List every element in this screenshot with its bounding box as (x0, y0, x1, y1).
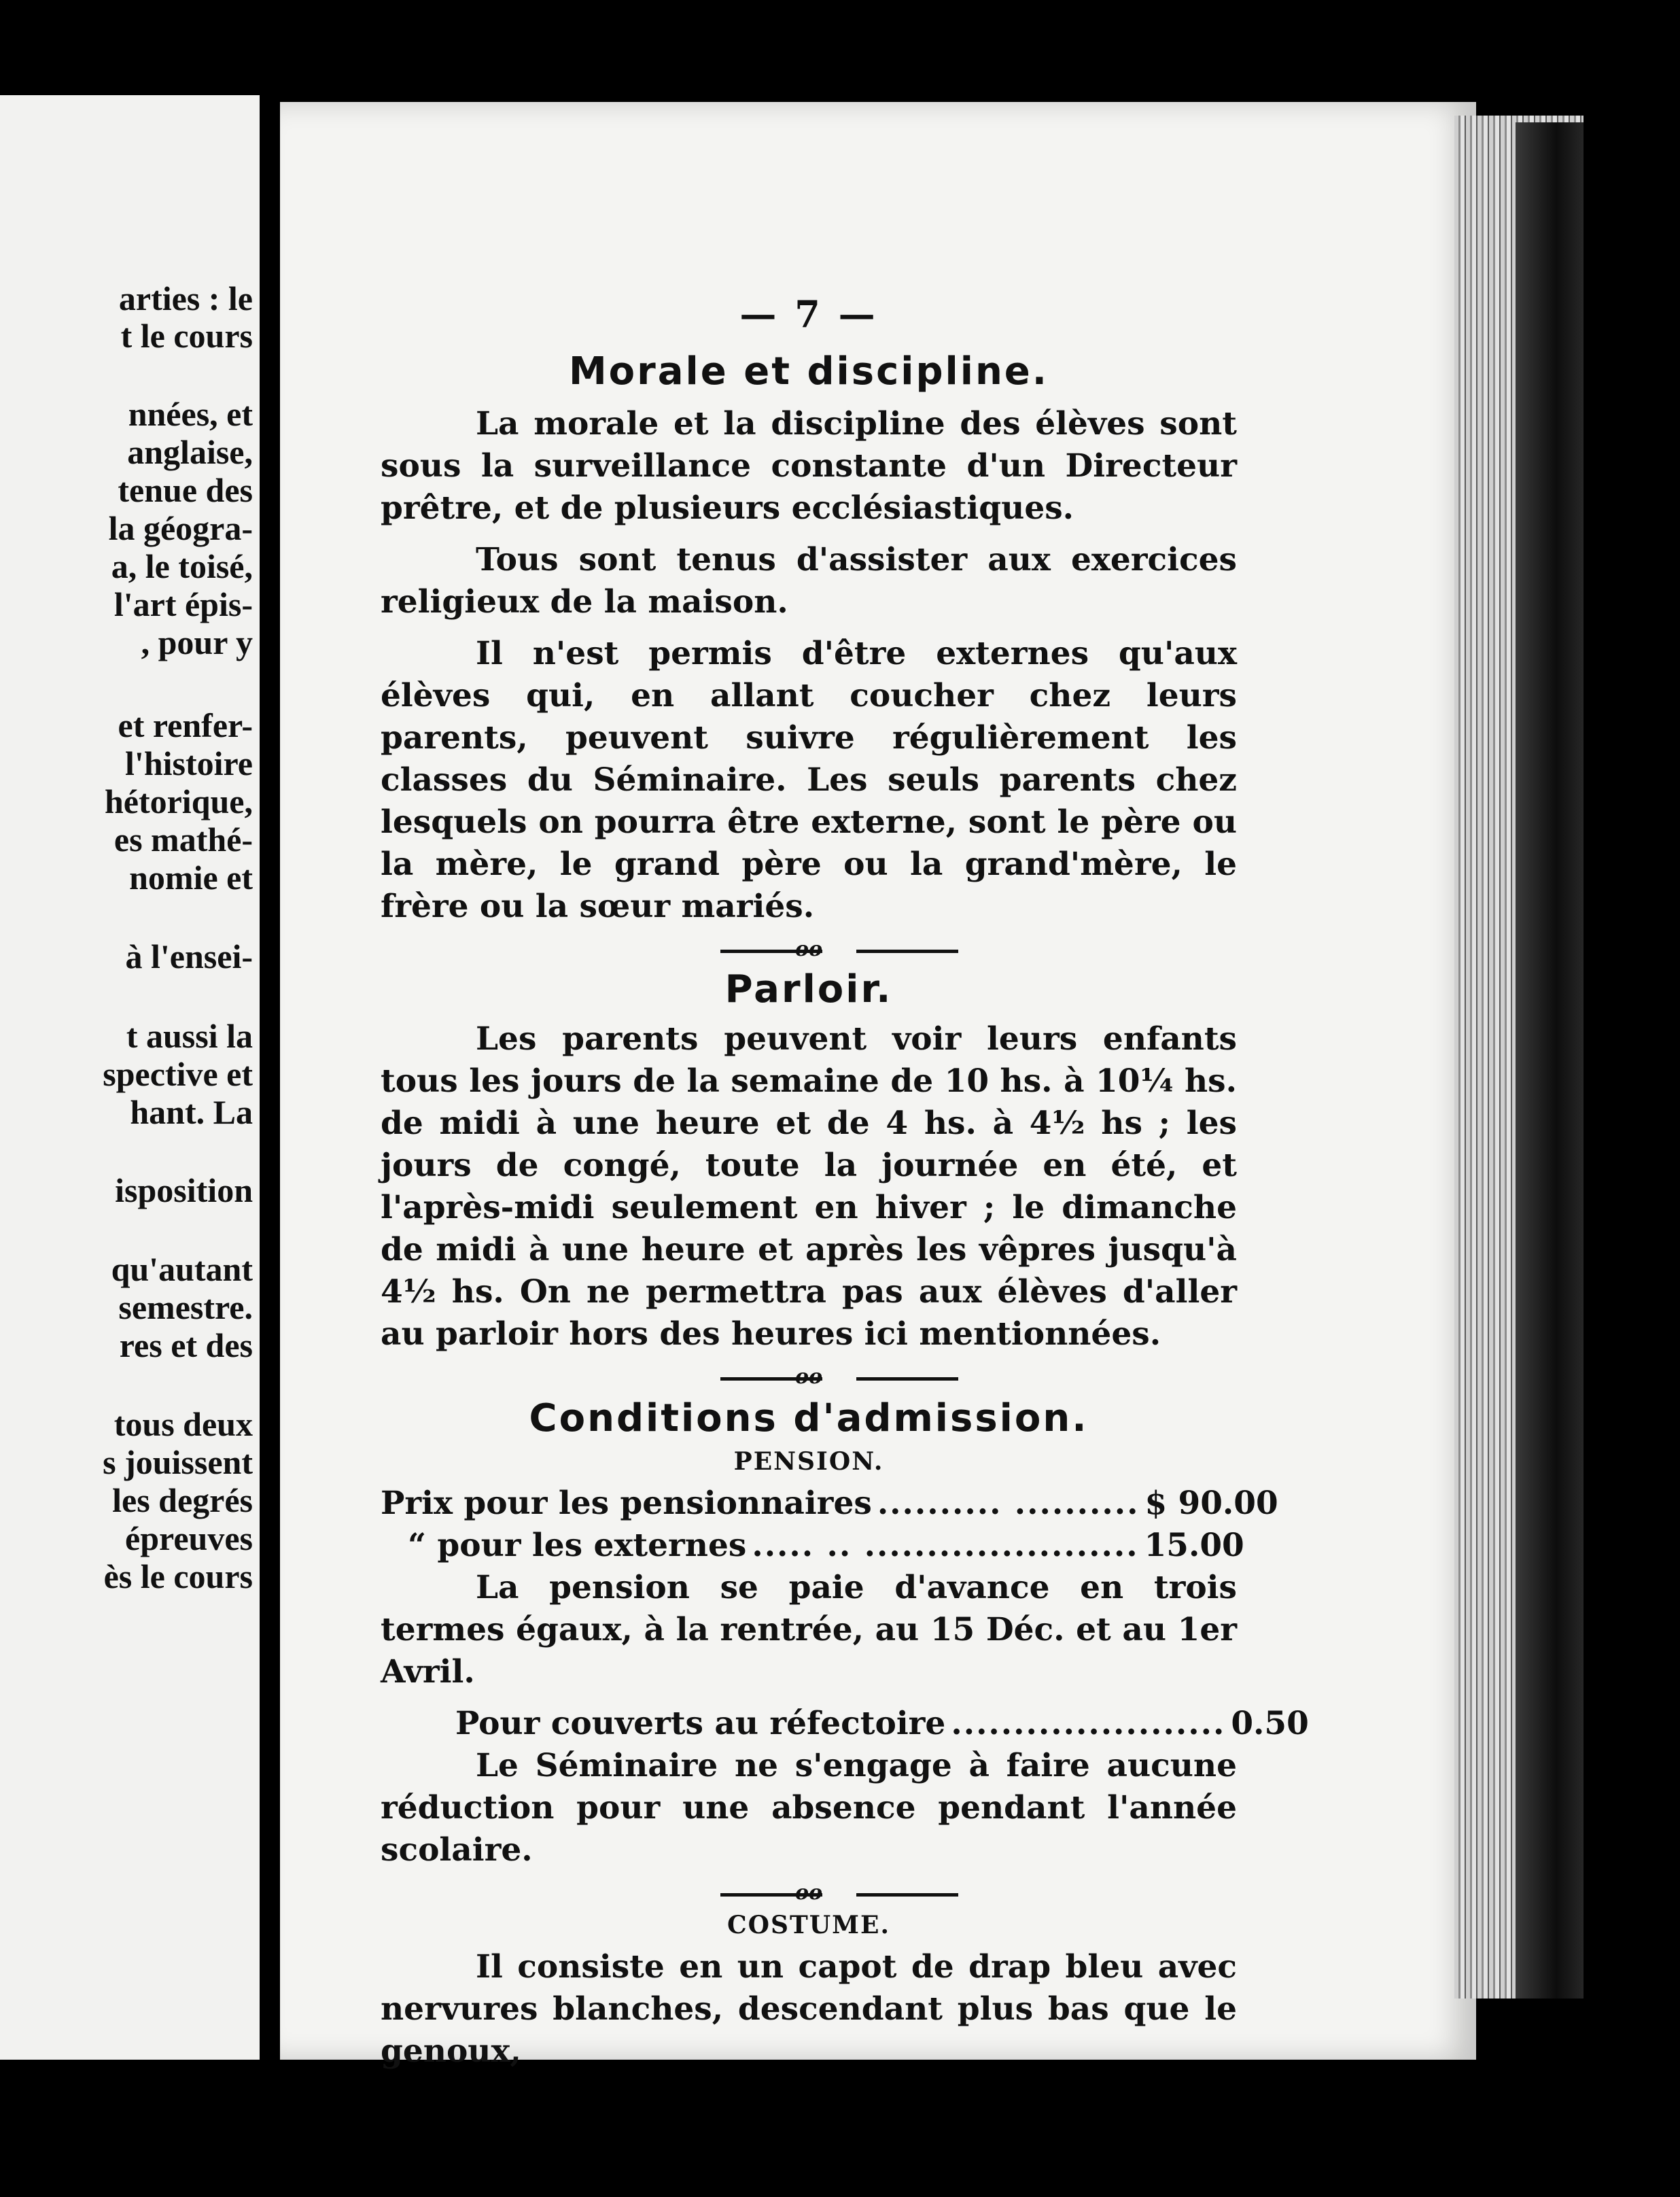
price-leader-dots: ...................... (951, 1705, 1226, 1742)
left-page-line: anglaise, (127, 433, 253, 471)
price-label: “ pour les externes (408, 1527, 747, 1564)
price-amount: 15.00 (1144, 1527, 1244, 1564)
price-leader-dots: ..... .. ...................... (752, 1527, 1139, 1564)
left-page-line: nnées, et (128, 395, 253, 433)
price-row-externes (381, 1525, 1244, 1567)
paragraph-parloir-1: Les parents peuvent voir leurs enfants tous les jours de la semaine de 10 hs. à 10¼ hs. de midi à une heure et de 4 hs. à 4½ hs ; les jours de congé, toute la journée en été, et l'après-midi seulement en hiver ; le dimanche de midi à une heure et après les vêpres jusqu'à 4½ hs. On ne permettra pas aux élèves d'aller au parloir hors des heures ici mentionnées. (381, 1020, 1237, 1353)
page-number: — 7 — (739, 292, 878, 336)
paragraph-morale-2: Tous sont tenus d'assister aux exercices religieux de la maison. (381, 541, 1237, 621)
paragraph-no-reduction: Le Séminaire ne s'engage à faire aucune réduction pour une absence pendant l'année scolaire. (381, 1747, 1237, 1869)
divider-rule-left (720, 950, 822, 953)
price-amount: $ 90.00 (1144, 1485, 1278, 1522)
left-page-line: hant. La (130, 1093, 253, 1131)
price-label: Prix pour les pensionnaires (381, 1485, 872, 1522)
left-page-line: et renfer- (118, 706, 253, 744)
left-page-line: ès le cours (103, 1557, 253, 1595)
left-page-line: es mathé- (113, 820, 253, 859)
left-page-line: les degrés (112, 1481, 253, 1519)
price-leader-dots: .......... .......... (877, 1485, 1140, 1522)
subheading-costume: COSTUME. (727, 1911, 890, 1939)
price-row-couverts (381, 1703, 1309, 1745)
divider-rule-left (720, 1377, 822, 1381)
left-page-line: à l'ensei- (125, 937, 253, 975)
divider-rule-right (856, 1377, 958, 1381)
paragraph-pension-terms: La pension se paie d'avance en trois termes égaux, à la rentrée, au 15 Déc. et au 1er Avril. (381, 1569, 1237, 1691)
divider-rule-right (856, 950, 958, 953)
left-page-line: spective et (103, 1055, 253, 1093)
subheading-pension: PENSION. (733, 1447, 884, 1476)
left-page-line: qu'autant (111, 1250, 253, 1288)
left-page-line: tenue des (118, 471, 253, 509)
book-cover-edge (1516, 122, 1583, 1999)
section-divider (381, 1365, 1237, 1389)
section-divider (381, 937, 1237, 962)
left-page-line: res et des (119, 1326, 253, 1364)
divider-rule-left (720, 1893, 822, 1897)
heading-conditions-admission: Conditions d'admission. (529, 1396, 1089, 1440)
paragraph-costume-1: Il consiste en un capot de drap bleu avec nervures blanches, descendant plus bas que le genoux, (381, 1948, 1237, 2070)
heading-parloir: Parloir. (724, 967, 893, 1011)
price-label: Pour couverts au réfectoire (455, 1705, 946, 1742)
main-text-column (381, 292, 1309, 2082)
price-amount: 0.50 (1231, 1705, 1309, 1742)
left-page-line: a, le toisé, (111, 547, 253, 585)
paragraph-morale-1: La morale et la discipline des élèves sont sous la surveillance constante d'un Directeur prêtre, et de plusieurs ecclésiastiques. (381, 405, 1237, 527)
paragraph-morale-3: Il n'est permis d'être externes qu'aux élèves qui, en allant coucher chez leurs parents, peuvent suivre régulièrement les classes du Séminaire. Les seuls parents chez lesquels on pourra être externe, sont le père ou la mère, le grand père ou la grand'mère, le frère ou la sœur mariés. (381, 635, 1237, 925)
heading-morale-discipline: Morale et discipline. (568, 349, 1049, 394)
left-page-line: l'histoire (125, 744, 253, 782)
left-page-line: la géogra- (108, 509, 253, 547)
price-row-pensionnaires (381, 1483, 1278, 1525)
left-page-line: arties : le (118, 279, 253, 317)
left-page-line: isposition (115, 1171, 253, 1209)
left-page-line: épreuves (125, 1519, 253, 1557)
left-page-line: t aussi la (126, 1017, 253, 1055)
left-page-line: l'art épis- (113, 585, 253, 623)
left-page-line: t le cours (120, 317, 253, 355)
left-page-line: hétorique, (104, 782, 253, 820)
left-facing-page (0, 95, 260, 2060)
section-divider (381, 1881, 1237, 1905)
left-page-line: tous deux (113, 1405, 253, 1443)
left-page-line: s jouissent (103, 1443, 253, 1481)
left-page-line: semestre. (118, 1288, 253, 1326)
left-page-line: , pour y (141, 623, 253, 661)
divider-rule-right (856, 1893, 958, 1897)
left-page-line: nomie et (129, 859, 253, 897)
